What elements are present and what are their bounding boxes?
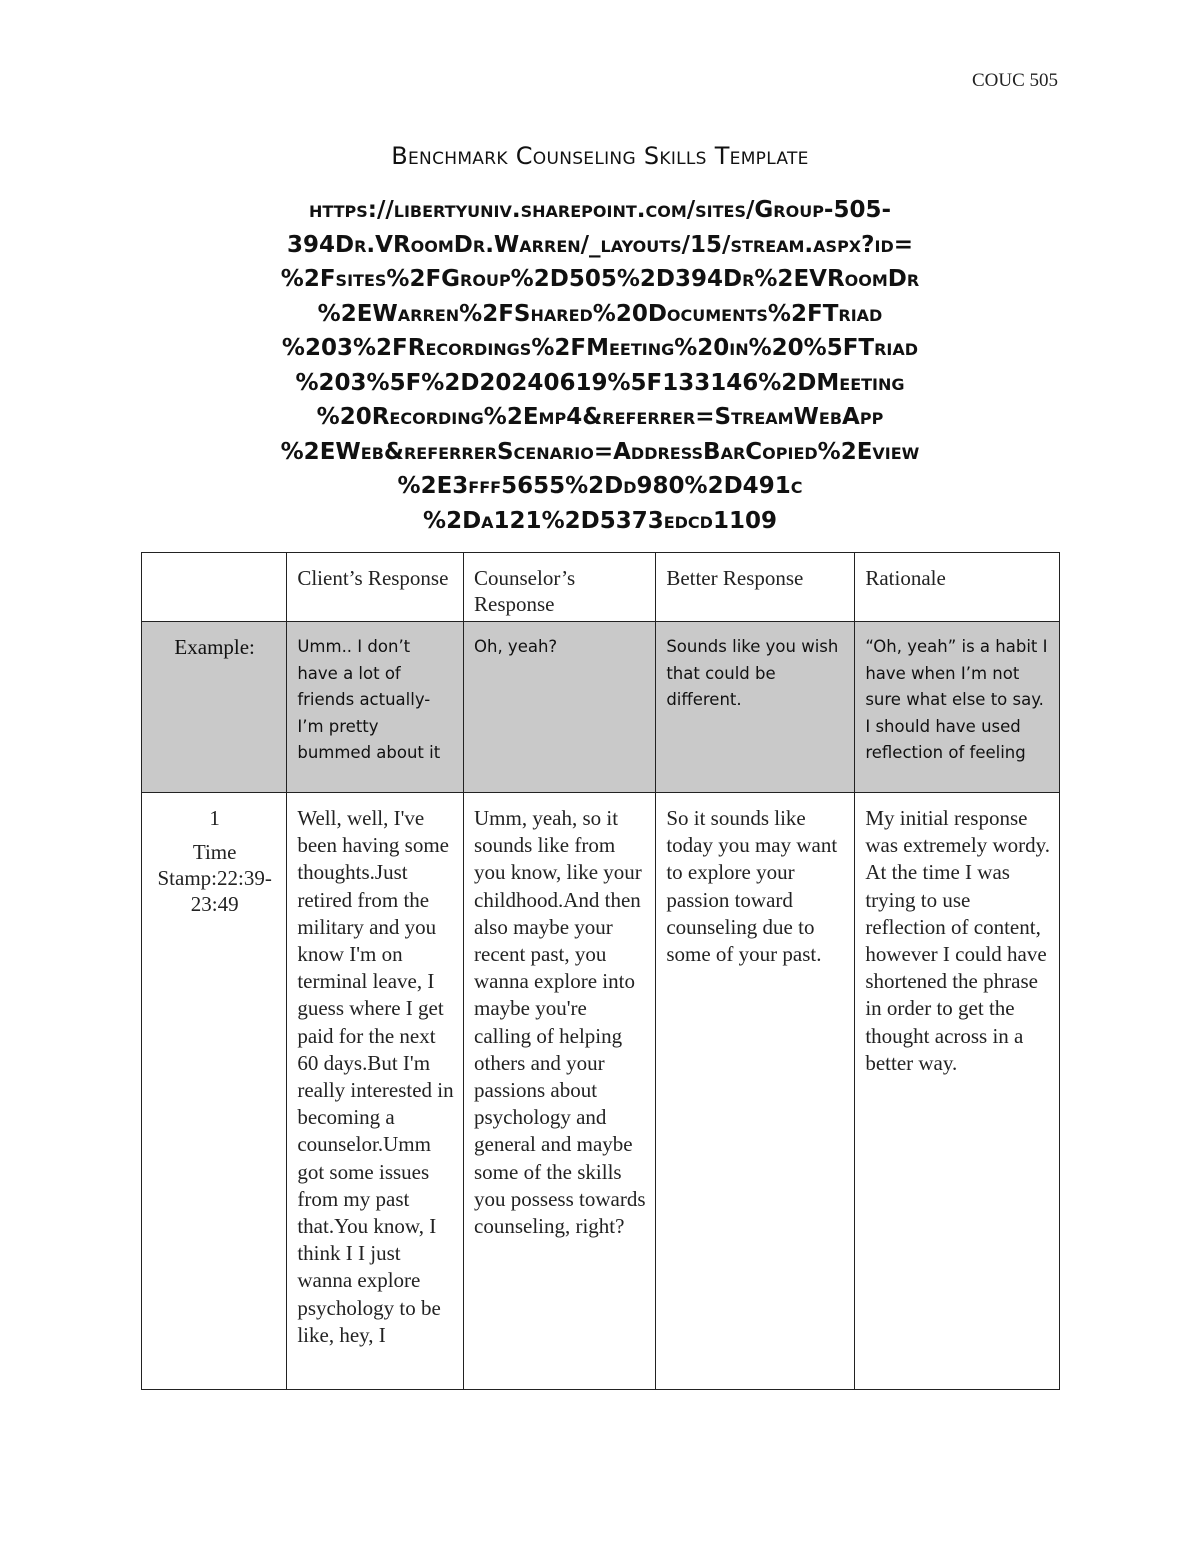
table-header-row: [142, 553, 1060, 622]
example-client-response: Umm.. I don’t have a lot of friends actually- I’m pretty bummed about it: [287, 622, 464, 793]
recording-url[interactable]: [150, 193, 1050, 538]
counseling-skills-table: [141, 552, 1060, 1390]
url-line: https://libertyuniv.sharepoint.com/sites/Group-505-: [308, 197, 892, 223]
url-line: %20Recording%2Emp4&referrer=StreamWebApp: [316, 404, 884, 430]
header-rationale: Rationale: [855, 553, 1060, 622]
header-counselor-response: Counselor’s Response: [464, 553, 656, 622]
url-line: 394Dr.VRoomDr.Warren/_layouts/15/stream.aspx?id=: [286, 231, 913, 258]
document-title: Benchmark Counseling Skills Template: [391, 142, 809, 170]
course-code-header: COUC 505: [971, 70, 1058, 91]
url-line: %2Da121%2D5373edcd1109: [423, 507, 777, 534]
example-row: [142, 622, 1060, 793]
table-row: [142, 793, 1060, 1390]
url-line: %2EWeb&referrerScenario=AddressBarCopied%2Eview: [280, 438, 920, 465]
example-counselor-response: Oh, yeah?: [464, 622, 656, 793]
row-number: 1: [209, 806, 220, 830]
rationale-cell: My initial response was extremely wordy. At the time I was trying to use reflection of content, however I could have shortened the phrase in order to get the thought across in a better way.: [855, 793, 1060, 1390]
header-better-response: Better Response: [656, 553, 855, 622]
url-line: %2EWarren%2FShared%20Documents%2FTriad: [317, 300, 883, 327]
url-line: %2E3fff5655%2Dd980%2D491c: [397, 473, 803, 499]
header-cell-blank: [142, 553, 287, 622]
example-rationale: “Oh, yeah” is a habit I have when I’m not sure what else to say. I should have used reflection of feeling: [855, 622, 1060, 793]
header-client-response: Client’s Response: [287, 553, 464, 622]
url-line: %2Fsites%2FGroup%2D505%2D394Dr%2EVRoomDr: [280, 266, 920, 292]
example-label: Example:: [142, 622, 287, 793]
url-line: %203%5F%2D20240619%5F133146%2DMeeting: [295, 369, 905, 396]
counselor-response-cell: Umm, yeah, so it sounds like from you know, like your childhood.And then also maybe your recent past, you wanna explore into maybe you're calling of helping others and your passions about psychology and general and maybe some of the skills you possess towards counseling, right?: [464, 793, 656, 1390]
client-response-cell: Well, well, I've been having some thoughts.Just retired from the military and you know I'm on terminal leave, I guess where I get paid for the next 60 days.But I'm really interested in becoming a counselor.Umm got some issues from my past that.You know, I think I I just wanna explore psychology to be like, hey, I: [287, 793, 464, 1390]
url-line: %203%2FRecordings%2FMeeting%20in%20%5FTriad: [281, 335, 919, 361]
row-label: [142, 793, 287, 1390]
example-better-response: Sounds like you wish that could be different.: [656, 622, 855, 793]
row-timestamp: Time Stamp:22:39-23:49: [157, 840, 272, 916]
better-response-cell: So it sounds like today you may want to explore your passion toward counseling due to some of your past.: [656, 793, 855, 1390]
